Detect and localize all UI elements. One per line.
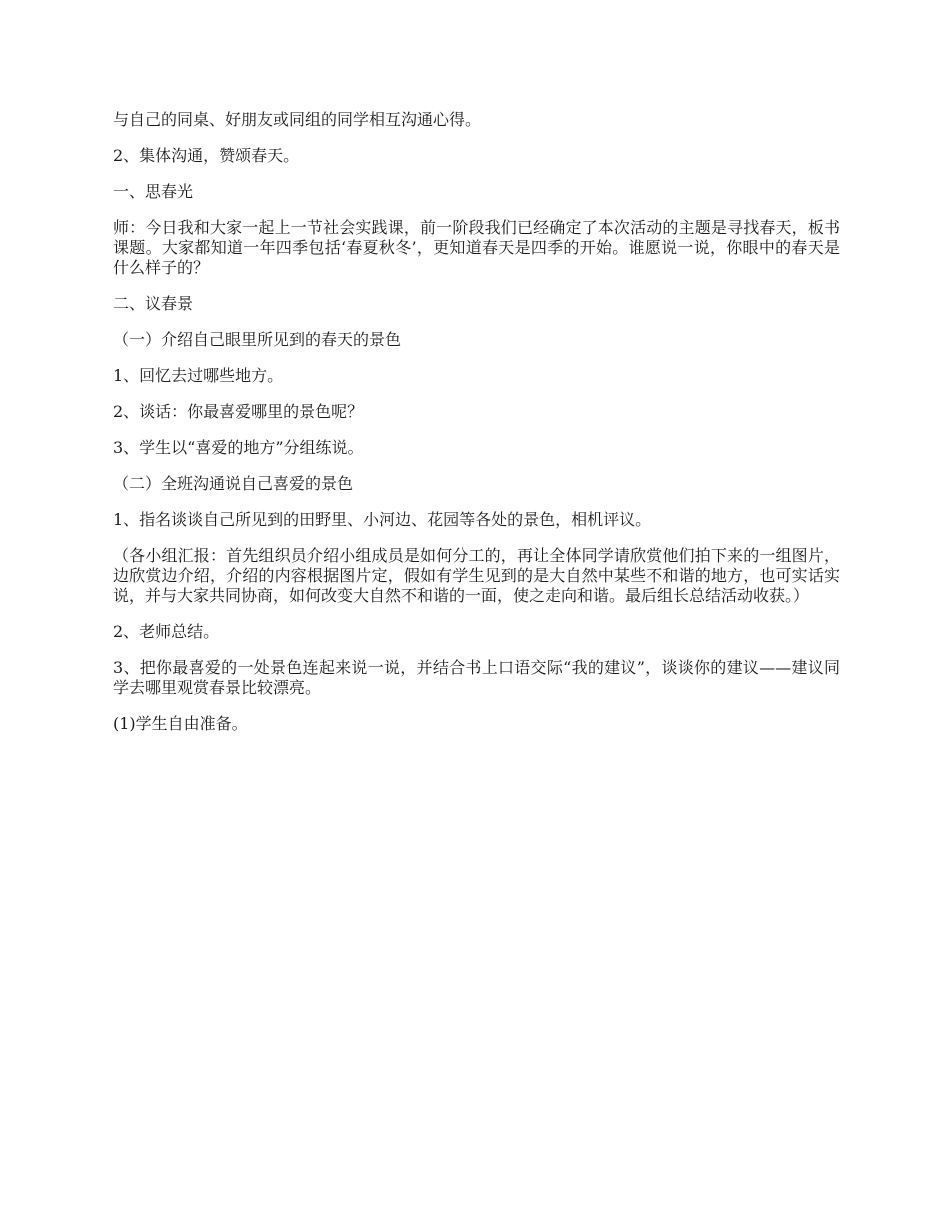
heading-think-spring: 一、思春光 <box>113 182 194 201</box>
document-body <box>113 110 840 750</box>
list-item-suggestion: 3、把你最喜爱的一处景色连起来说一说，并结合书上口语交际“我的建议”，谈谈你的建议——建议同学去哪里观赏春景比较漂亮。 <box>113 658 840 697</box>
heading-discuss-spring-scenery: 二、议春景 <box>113 294 194 313</box>
list-item-recall-places: 1、回忆去过哪些地方。 <box>113 366 284 385</box>
paragraph-teacher-intro: 师：今日我和大家一起上一节社会实践课，前一阶段我们已经确定了本次活动的主题是寻找春天，板书课题。大家都知道一年四季包括‘春夏秋冬’，更知道春天是四季的开始。谁愿说一说，你眼中的春天是什么样子的？ <box>113 218 840 277</box>
subheading-introduce-scenery: （一）介绍自己眼里所见到的春天的景色 <box>113 330 402 349</box>
list-item-favorite-scenery: 2、谈话：你最喜爱哪里的景色呢？ <box>113 402 364 421</box>
subheading-class-communication: （二）全班沟通说自己喜爱的景色 <box>113 474 354 493</box>
paragraph-group-report: （各小组汇报：首先组织员介绍小组成员是如何分工的，再让全体同学请欣赏他们拍下来的一组图片，边欣赏边介绍，介绍的内容根据图片定，假如有学生见到的是大自然中某些不和谐的地方，也可实话实说，并与大家共同协商，如何改变大自然不和谐的一面，使之走向和谐。最后组长总结活动收获。） <box>113 546 840 605</box>
list-item-free-preparation: (1)学生自由准备。 <box>113 714 248 733</box>
paragraph-group-communication: 2、集体沟通，赞颂春天。 <box>113 146 300 165</box>
list-item-describe-scenery: 1、指名谈谈自己所见到的田野里、小河边、花园等各处的景色，相机评议。 <box>113 510 652 529</box>
paragraph-discuss-with-peers: 与自己的同桌、好朋友或同组的同学相互沟通心得。 <box>113 110 482 129</box>
list-item-teacher-summary: 2、老师总结。 <box>113 622 220 641</box>
list-item-group-practice: 3、学生以“喜爱的地方”分组练说。 <box>113 438 364 457</box>
